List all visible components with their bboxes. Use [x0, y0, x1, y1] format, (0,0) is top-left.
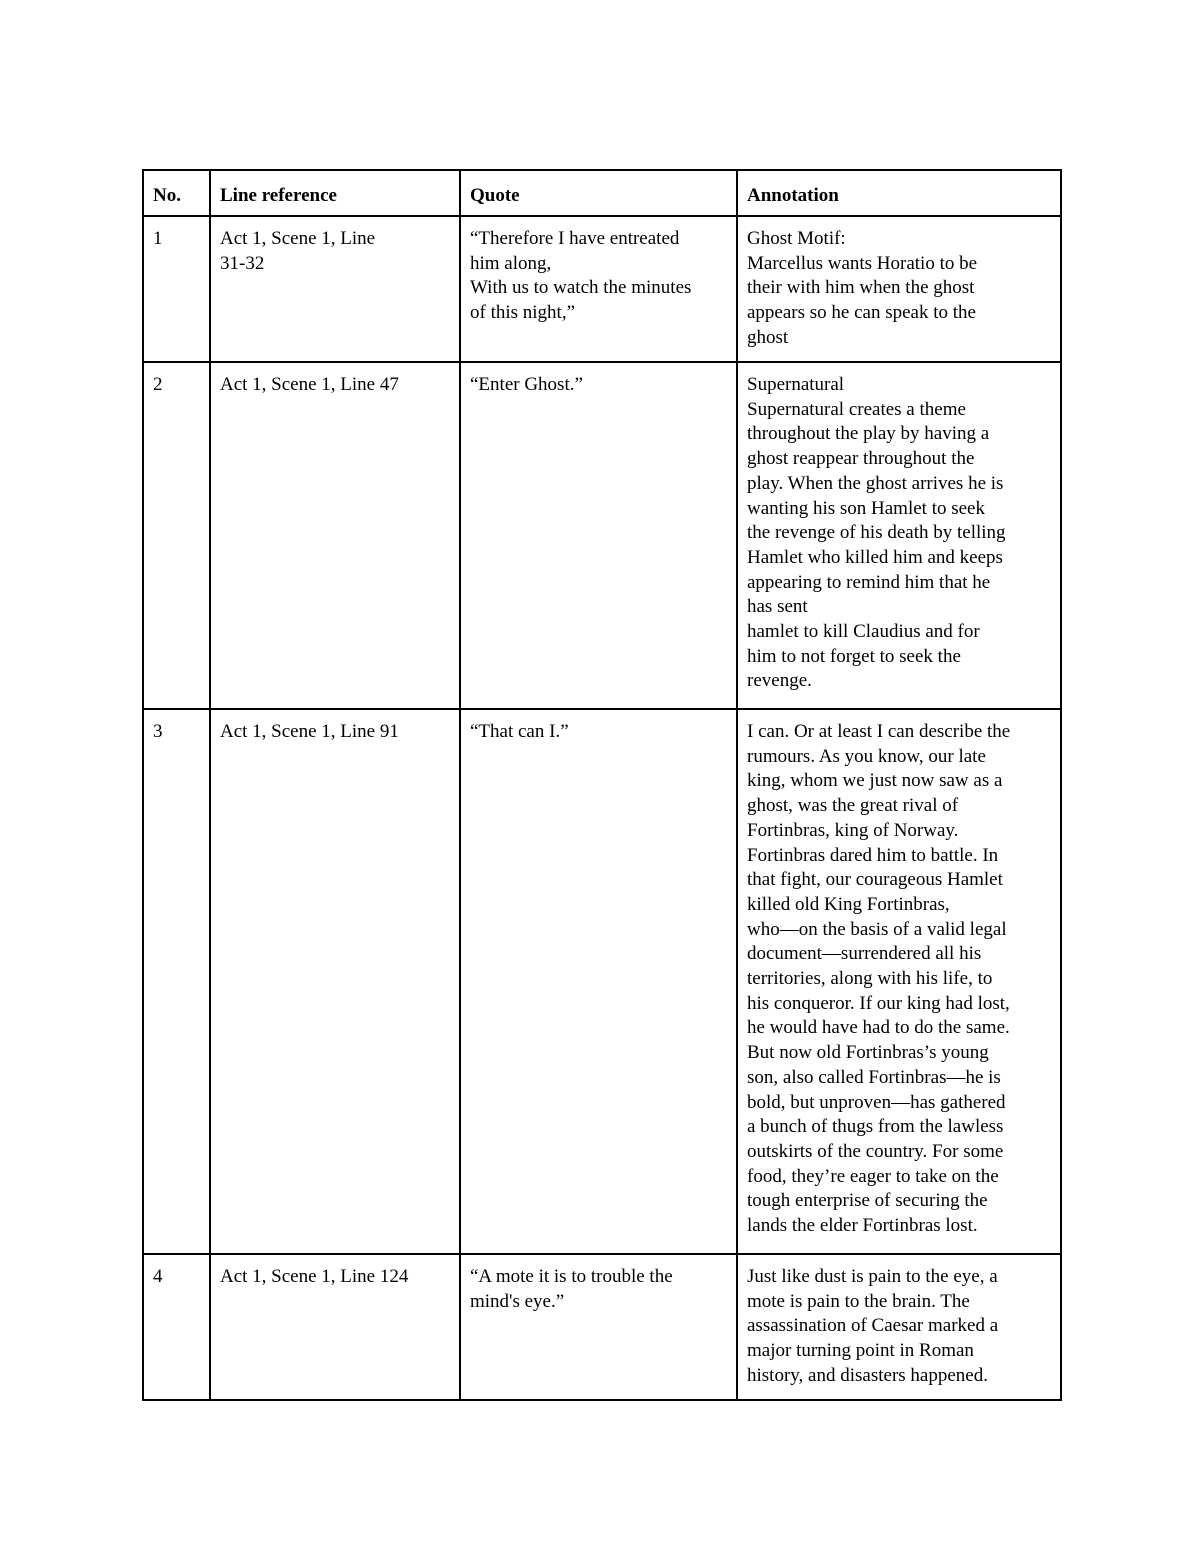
cell-line: Act 1, Scene 1, Line 47 — [220, 374, 399, 395]
cell-line: Act 1, Scene 1, Line 124 — [220, 1266, 409, 1287]
header-annotation: Annotation — [737, 170, 1061, 216]
cell-line: territories, along with his life, to — [747, 968, 993, 990]
cell-line: rumours. As you know, our late — [747, 745, 986, 767]
table-row — [143, 216, 1061, 362]
cell-line: mote is pain to the brain. The — [747, 1290, 970, 1312]
cell-line: Just like dust is pain to the eye, a — [747, 1266, 998, 1287]
line-reference-cell — [210, 1254, 460, 1400]
cell-line: ghost — [747, 326, 789, 348]
cell-line: food, they’re eager to take on the — [747, 1165, 999, 1187]
cell-line: With us to watch the minutes — [470, 277, 692, 299]
cell-line: document—surrendered all his — [747, 943, 982, 965]
line-reference-cell — [210, 709, 460, 1254]
table-row — [143, 1254, 1061, 1400]
quote-cell — [460, 216, 737, 362]
annotation-cell — [737, 709, 1061, 1254]
annotation-cell — [737, 216, 1061, 362]
annotation-table — [142, 169, 1062, 1401]
cell-line: Act 1, Scene 1, Line — [220, 228, 376, 249]
cell-line: son, also called Fortinbras—he is — [747, 1066, 1001, 1088]
cell-line: I can. Or at least I can describe the — [747, 721, 1011, 742]
cell-line: Supernatural creates a theme — [747, 398, 966, 420]
header-line-reference: Line reference — [210, 170, 460, 216]
cell-line: major turning point in Roman — [747, 1340, 974, 1362]
cell-line: play. When the ghost arrives he is — [747, 472, 1004, 494]
cell-line: ghost reappear throughout the — [747, 448, 975, 470]
table-row — [143, 362, 1061, 709]
cell-line: ghost, was the great rival of — [747, 795, 959, 817]
cell-line: tough enterprise of securing the — [747, 1190, 988, 1212]
cell-line: assassination of Caesar marked a — [747, 1315, 999, 1337]
cell-line: killed old King Fortinbras, — [747, 893, 950, 915]
row-number: 2 — [143, 362, 210, 709]
cell-line: his conqueror. If our king had lost, — [747, 992, 1010, 1014]
header-quote: Quote — [460, 170, 737, 216]
cell-line: revenge. — [747, 670, 812, 692]
cell-line: Marcellus wants Horatio to be — [747, 252, 978, 274]
cell-line: But now old Fortinbras’s young — [747, 1042, 989, 1064]
cell-line: Supernatural — [747, 374, 845, 395]
header-row — [143, 170, 1061, 216]
header-no: No. — [143, 170, 210, 216]
cell-line: Fortinbras dared him to battle. In — [747, 844, 999, 866]
cell-line: him to not forget to seek the — [747, 645, 961, 667]
quote-cell — [460, 362, 737, 709]
cell-line: 31-32 — [220, 252, 265, 274]
cell-line: of this night,” — [470, 302, 576, 324]
cell-line: “Enter Ghost.” — [470, 374, 583, 395]
row-number: 4 — [143, 1254, 210, 1400]
cell-line: history, and disasters happened. — [747, 1364, 988, 1386]
annotation-cell — [737, 1254, 1061, 1400]
quote-cell — [460, 1254, 737, 1400]
cell-line: outskirts of the country. For some — [747, 1140, 1004, 1162]
cell-line: he would have had to do the same. — [747, 1017, 1010, 1039]
cell-line: Act 1, Scene 1, Line 91 — [220, 721, 399, 742]
cell-line: “That can I.” — [470, 721, 569, 742]
cell-line: Ghost Motif: — [747, 228, 846, 249]
cell-line: Fortinbras, king of Norway. — [747, 819, 959, 841]
cell-line: king, whom we just now saw as a — [747, 770, 1003, 792]
cell-line: hamlet to kill Claudius and for — [747, 621, 980, 643]
cell-line: throughout the play by having a — [747, 423, 990, 445]
cell-line: has sent — [747, 596, 808, 618]
cell-line: who—on the basis of a valid legal — [747, 918, 1007, 940]
cell-line: him along, — [470, 252, 552, 274]
cell-line: the revenge of his death by telling — [747, 522, 1006, 544]
row-number: 1 — [143, 216, 210, 362]
cell-line: Hamlet who killed him and keeps — [747, 546, 1003, 568]
row-number: 3 — [143, 709, 210, 1254]
cell-line: lands the elder Fortinbras lost. — [747, 1215, 978, 1237]
cell-line: “Therefore I have entreated — [470, 228, 680, 249]
cell-line: bold, but unproven—has gathered — [747, 1091, 1006, 1113]
quote-cell — [460, 709, 737, 1254]
cell-line: a bunch of thugs from the lawless — [747, 1116, 1004, 1138]
cell-line: appearing to remind him that he — [747, 571, 991, 593]
cell-line: their with him when the ghost — [747, 277, 975, 299]
line-reference-cell — [210, 216, 460, 362]
cell-line: wanting his son Hamlet to seek — [747, 497, 985, 519]
line-reference-cell — [210, 362, 460, 709]
cell-line: mind's eye.” — [470, 1290, 565, 1312]
cell-line: “A mote it is to trouble the — [470, 1266, 673, 1287]
table-row — [143, 709, 1061, 1254]
cell-line: that fight, our courageous Hamlet — [747, 869, 1003, 891]
cell-line: appears so he can speak to the — [747, 302, 976, 324]
annotation-cell — [737, 362, 1061, 709]
